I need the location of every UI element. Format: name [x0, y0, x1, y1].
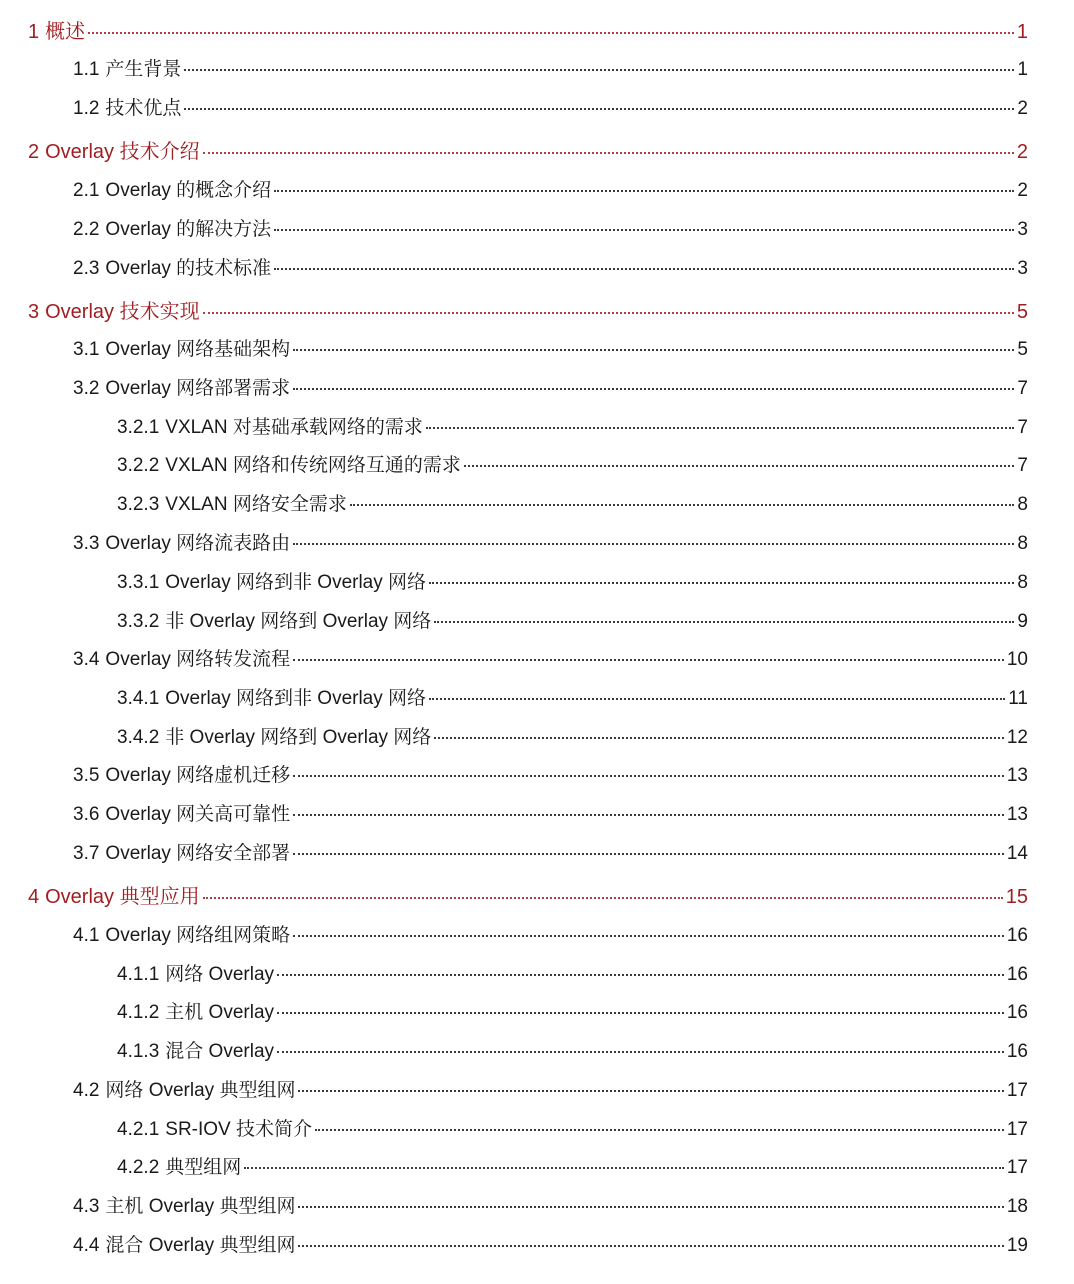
dot-leader [203, 152, 1014, 154]
dot-leader [274, 190, 1014, 192]
toc-entry[interactable] [117, 965, 1028, 984]
toc-entry-number: 4.3 [73, 1196, 100, 1217]
toc-entry-title: 主机 Overlay 典型组网 [105, 1196, 296, 1217]
toc-entry-number: 2 [28, 141, 40, 163]
toc-entry-number: 3.3 [73, 533, 100, 554]
toc-entry-title: Overlay 的技术标准 [105, 258, 272, 279]
toc-entry-page-number: 9 [1017, 611, 1028, 632]
toc-entry[interactable] [117, 495, 1028, 514]
toc-entry-number: 4 [28, 886, 40, 908]
toc-entry-page-number: 7 [1017, 455, 1028, 476]
toc-entry-title: Overlay 网络虚机迁移 [105, 765, 291, 786]
toc-entry[interactable] [28, 22, 1028, 42]
toc-entry-title: 非 Overlay 网络到 Overlay 网络 [165, 611, 432, 632]
dot-leader [298, 1245, 1003, 1247]
toc-entry[interactable] [117, 1042, 1028, 1061]
toc-entry-page-number: 1 [1016, 21, 1028, 43]
toc-entry-title: Overlay 网络组网策略 [105, 925, 291, 946]
toc-entry-page-number: 2 [1016, 141, 1028, 163]
toc-entry-title: 典型组网 [165, 1157, 242, 1178]
dot-leader [293, 775, 1004, 777]
toc-entry-number: 4.1.3 [117, 1041, 160, 1062]
toc-entry-number: 4.2.1 [117, 1119, 160, 1140]
toc-entry-page-number: 5 [1016, 301, 1028, 323]
toc-entry-number: 2.2 [73, 219, 100, 240]
toc-entry-title: Overlay 的解决方法 [105, 219, 272, 240]
toc-entry-page-number: 15 [1005, 886, 1028, 908]
dot-leader [426, 427, 1015, 429]
toc-entry[interactable] [28, 302, 1028, 322]
toc-entry[interactable] [73, 181, 1028, 200]
toc-entry-page-number: 17 [1006, 1119, 1028, 1140]
toc-entry-number: 3.4 [73, 649, 100, 670]
dot-leader [429, 698, 1005, 700]
dot-leader [298, 1090, 1003, 1092]
toc-entry[interactable] [73, 926, 1028, 945]
toc-entry-title: Overlay 网络转发流程 [105, 649, 291, 670]
toc-entry[interactable] [117, 573, 1028, 592]
dot-leader [350, 504, 1015, 506]
toc-entry-number: 3.3.2 [117, 611, 160, 632]
dot-leader [293, 853, 1004, 855]
toc-entry[interactable] [117, 728, 1028, 747]
toc-entry[interactable] [73, 534, 1028, 553]
toc-entry[interactable] [73, 650, 1028, 669]
toc-entry-number: 3.3.1 [117, 572, 160, 593]
dot-leader [88, 32, 1014, 34]
dot-leader [277, 974, 1004, 976]
dot-leader [293, 659, 1004, 661]
toc-entry-number: 4.2.2 [117, 1157, 160, 1178]
toc-entry-page-number: 2 [1017, 180, 1028, 201]
toc-entry-page-number: 1 [1017, 59, 1028, 80]
toc-entry[interactable] [117, 1120, 1028, 1139]
toc-entry-number: 3.2.3 [117, 494, 160, 515]
toc-entry-page-number: 10 [1006, 649, 1028, 670]
toc-entry[interactable] [73, 340, 1028, 359]
toc-entry-title: Overlay 技术介绍 [45, 141, 200, 163]
toc-entry-page-number: 18 [1006, 1196, 1028, 1217]
toc-entry-page-number: 17 [1006, 1080, 1028, 1101]
toc-entry-page-number: 8 [1017, 494, 1028, 515]
toc-entry-title: 网络 Overlay [165, 964, 275, 985]
dot-leader [277, 1012, 1004, 1014]
toc-entry[interactable] [73, 220, 1028, 239]
toc-entry-page-number: 19 [1006, 1235, 1028, 1256]
toc-entry-page-number: 8 [1017, 533, 1028, 554]
toc-entry[interactable] [73, 766, 1028, 785]
dot-leader [293, 349, 1014, 351]
dot-leader [293, 814, 1004, 816]
toc-entry-title: Overlay 的概念介绍 [105, 180, 272, 201]
toc-entry[interactable] [73, 99, 1028, 118]
dot-leader [293, 935, 1004, 937]
toc-entry[interactable] [28, 142, 1028, 162]
toc-entry-number: 1.2 [73, 98, 100, 119]
toc-entry-number: 2.3 [73, 258, 100, 279]
toc-entry[interactable] [73, 1236, 1028, 1255]
dot-leader [184, 108, 1014, 110]
toc-entry-number: 3.4.2 [117, 727, 160, 748]
toc-entry-page-number: 8 [1017, 572, 1028, 593]
dot-leader [298, 1206, 1003, 1208]
toc-entry-title: Overlay 网络安全部署 [105, 843, 291, 864]
toc-entry-title: Overlay 网络基础架构 [105, 339, 291, 360]
toc-entry-number: 3.1 [73, 339, 100, 360]
dot-leader [203, 312, 1014, 314]
toc-entry[interactable] [73, 60, 1028, 79]
toc-entry-title: Overlay 网关高可靠性 [105, 804, 291, 825]
toc-entry-number: 3.2.2 [117, 455, 160, 476]
toc-entry-title: Overlay 网络部署需求 [105, 378, 291, 399]
toc-entry-page-number: 7 [1017, 378, 1028, 399]
toc-entry-title: 混合 Overlay 典型组网 [105, 1235, 296, 1256]
dot-leader [315, 1129, 1004, 1131]
toc-entry-page-number: 11 [1008, 688, 1028, 709]
toc-entry[interactable] [117, 1003, 1028, 1022]
toc-entry-number: 4.1.1 [117, 964, 160, 985]
toc-entry-title: 网络 Overlay 典型组网 [105, 1080, 296, 1101]
toc-entry-page-number: 16 [1006, 1041, 1028, 1062]
dot-leader [293, 543, 1014, 545]
toc-entry-title: 主机 Overlay [165, 1002, 275, 1023]
toc-entry[interactable] [73, 1081, 1028, 1100]
toc-entry[interactable] [117, 689, 1028, 708]
toc-entry-page-number: 14 [1006, 843, 1028, 864]
toc-entry-page-number: 7 [1017, 417, 1028, 438]
toc-entry-page-number: 5 [1017, 339, 1028, 360]
dot-leader [434, 621, 1014, 623]
toc-entry-page-number: 3 [1017, 258, 1028, 279]
dot-leader [274, 229, 1014, 231]
dot-leader [203, 897, 1003, 899]
toc-entry[interactable] [117, 612, 1028, 631]
toc-entry-title: 非 Overlay 网络到 Overlay 网络 [165, 727, 432, 748]
toc-entry-number: 3.4.1 [117, 688, 160, 709]
toc-entry-title: Overlay 网络到非 Overlay 网络 [165, 688, 427, 709]
toc-entry-title: 混合 Overlay [165, 1041, 275, 1062]
dot-leader [429, 582, 1014, 584]
toc-entry-title: Overlay 典型应用 [45, 886, 200, 908]
toc-entry-title: SR-IOV 技术简介 [165, 1119, 312, 1140]
toc-entry[interactable] [117, 456, 1028, 475]
toc-entry-number: 3.2.1 [117, 417, 160, 438]
toc-entry-page-number: 16 [1006, 1002, 1028, 1023]
toc-entry[interactable] [73, 379, 1028, 398]
toc-entry-number: 2.1 [73, 180, 100, 201]
toc-entry-title: 技术优点 [105, 98, 182, 119]
toc-entry-title: 概述 [45, 21, 86, 43]
toc-entry-title: 产生背景 [105, 59, 182, 80]
toc-entry[interactable] [73, 844, 1028, 863]
toc-entry-page-number: 12 [1006, 727, 1028, 748]
toc-entry-number: 3.2 [73, 378, 100, 399]
toc-entry-number: 4.1 [73, 925, 100, 946]
dot-leader [184, 69, 1014, 71]
toc-entry[interactable] [73, 805, 1028, 824]
toc-entry-page-number: 13 [1006, 804, 1028, 825]
toc-entry-number: 3 [28, 301, 40, 323]
toc-entry-number: 3.7 [73, 843, 100, 864]
toc-entry[interactable] [73, 1197, 1028, 1216]
toc-entry-title: VXLAN 网络安全需求 [165, 494, 347, 515]
toc-entry-page-number: 3 [1017, 219, 1028, 240]
toc-entry-title: VXLAN 对基础承载网络的需求 [165, 417, 423, 438]
toc-entry[interactable] [73, 259, 1028, 278]
toc-entry-page-number: 16 [1006, 964, 1028, 985]
toc-entry[interactable] [28, 887, 1028, 907]
toc-entry[interactable] [117, 418, 1028, 437]
toc-entry-number: 4.4 [73, 1235, 100, 1256]
dot-leader [464, 465, 1015, 467]
dot-leader [293, 388, 1014, 390]
toc-entry-page-number: 13 [1006, 765, 1028, 786]
toc-entry-number: 4.1.2 [117, 1002, 160, 1023]
dot-leader [277, 1051, 1004, 1053]
toc-entry-number: 1.1 [73, 59, 100, 80]
toc-entry-title: Overlay 网络流表路由 [105, 533, 291, 554]
toc-entry-page-number: 17 [1006, 1157, 1028, 1178]
dot-leader [274, 268, 1014, 270]
toc-entry-number: 3.6 [73, 804, 100, 825]
toc-entry-page-number: 2 [1017, 98, 1028, 119]
dot-leader [244, 1167, 1004, 1169]
toc-entry-number: 4.2 [73, 1080, 100, 1101]
toc-entry-title: Overlay 技术实现 [45, 301, 200, 323]
toc-entry-title: Overlay 网络到非 Overlay 网络 [165, 572, 427, 593]
toc-entry-page-number: 16 [1006, 925, 1028, 946]
toc-entry-number: 1 [28, 21, 40, 43]
toc-entry-title: VXLAN 网络和传统网络互通的需求 [165, 455, 461, 476]
toc-entry-number: 3.5 [73, 765, 100, 786]
toc-entry[interactable] [117, 1158, 1028, 1177]
dot-leader [434, 737, 1004, 739]
